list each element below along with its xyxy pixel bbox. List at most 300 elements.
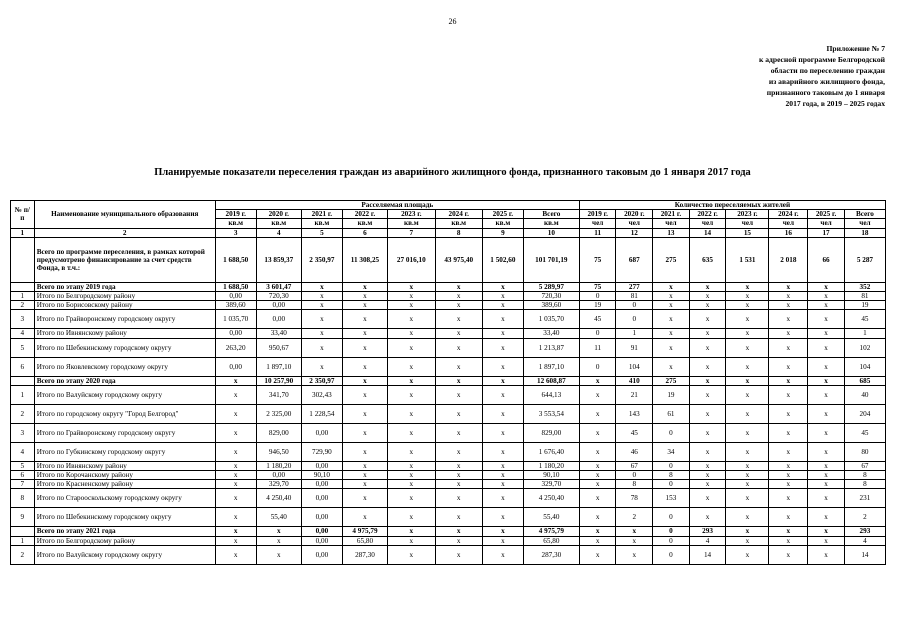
people-cell: 80 [844, 442, 885, 461]
area-cell: х [388, 471, 435, 480]
table-row [11, 357, 886, 376]
people-cell: х [808, 282, 845, 291]
people-cell: х [726, 471, 769, 480]
area-cell: 5 289,97 [523, 282, 579, 291]
area-cell: 0,00 [301, 536, 342, 545]
column-number: 12 [616, 228, 653, 237]
area-cell: 829,00 [523, 423, 579, 442]
people-cell: х [689, 423, 726, 442]
people-cell: х [769, 404, 808, 423]
people-cell: 277 [616, 282, 653, 291]
area-cell: 950,67 [256, 338, 301, 357]
people-cell: 0 [579, 292, 616, 301]
col-num-header: № п/п [11, 201, 35, 229]
people-cell: х [808, 536, 845, 545]
people-cell: х [726, 329, 769, 338]
table-row [11, 282, 886, 291]
area-cell: х [482, 536, 523, 545]
people-cell: х [689, 461, 726, 470]
row-name: Итого по Красненскому району [34, 480, 215, 489]
area-cell: х [482, 282, 523, 291]
people-cell: х [769, 301, 808, 310]
people-cell: х [653, 301, 690, 310]
people-cell: х [616, 545, 653, 564]
area-cell: 720,30 [523, 292, 579, 301]
area-cell: х [435, 310, 482, 329]
unit-header: чел [616, 219, 653, 228]
people-cell: х [689, 404, 726, 423]
area-cell: х [215, 527, 256, 536]
area-cell: х [215, 385, 256, 404]
people-cell: х [769, 489, 808, 508]
people-cell: х [689, 338, 726, 357]
column-number: 11 [579, 228, 616, 237]
column-number: 10 [523, 228, 579, 237]
people-cell: х [616, 536, 653, 545]
column-number: 2 [34, 228, 215, 237]
row-name: Итого по Борисовскому району [34, 301, 215, 310]
area-cell: х [482, 442, 523, 461]
area-cell: 90,10 [523, 471, 579, 480]
area-cell: 302,43 [301, 385, 342, 404]
area-cell: 3 553,54 [523, 404, 579, 423]
area-cell: х [435, 536, 482, 545]
area-cell: х [435, 329, 482, 338]
area-cell: х [482, 301, 523, 310]
column-number: 18 [844, 228, 885, 237]
people-cell: 0 [579, 329, 616, 338]
unit-header: чел [689, 219, 726, 228]
people-cell: х [689, 357, 726, 376]
area-cell: х [482, 385, 523, 404]
area-cell: 3 601,47 [256, 282, 301, 291]
people-cell: х [653, 329, 690, 338]
area-cell: 0,00 [301, 480, 342, 489]
people-cell: х [726, 292, 769, 301]
area-cell: х [482, 376, 523, 385]
people-cell: х [726, 508, 769, 527]
people-cell: х [579, 423, 616, 442]
area-cell: х [301, 301, 342, 310]
people-cell: 19 [844, 301, 885, 310]
area-cell: х [388, 536, 435, 545]
row-number: 2 [11, 301, 35, 310]
row-number: 2 [11, 404, 35, 423]
people-cell: х [769, 461, 808, 470]
people-cell: х [769, 329, 808, 338]
table-row [11, 471, 886, 480]
people-cell: х [726, 489, 769, 508]
table-row [11, 423, 886, 442]
area-cell: х [215, 461, 256, 470]
people-cell: х [808, 376, 845, 385]
table-row [11, 545, 886, 564]
people-cell: х [726, 461, 769, 470]
area-cell: х [342, 385, 387, 404]
people-cell: 104 [844, 357, 885, 376]
row-number: 1 [11, 292, 35, 301]
area-cell: х [388, 508, 435, 527]
people-cell: х [769, 527, 808, 536]
people-cell: 45 [579, 310, 616, 329]
area-cell: 65,80 [523, 536, 579, 545]
row-name: Итого по Белгородскому району [34, 292, 215, 301]
area-cell: 2 350,97 [301, 376, 342, 385]
people-cell: х [769, 471, 808, 480]
area-cell: х [482, 489, 523, 508]
area-cell: 0,00 [301, 423, 342, 442]
area-cell: х [342, 423, 387, 442]
annex-header [690, 43, 885, 110]
people-cell: х [808, 357, 845, 376]
column-number: 14 [689, 228, 726, 237]
people-cell: 635 [689, 237, 726, 282]
year-header: Всего [523, 210, 579, 219]
people-cell: 0 [653, 480, 690, 489]
area-cell: х [435, 489, 482, 508]
people-cell: 2 [616, 508, 653, 527]
area-cell: х [301, 310, 342, 329]
people-cell: 0 [616, 471, 653, 480]
area-cell: 0,00 [256, 471, 301, 480]
area-cell: 287,30 [523, 545, 579, 564]
table-row [11, 536, 886, 545]
people-cell: 75 [579, 282, 616, 291]
area-cell: х [435, 545, 482, 564]
unit-header: кв.м [342, 219, 387, 228]
area-cell: х [435, 357, 482, 376]
people-cell: х [689, 442, 726, 461]
column-number: 4 [256, 228, 301, 237]
people-cell: х [808, 461, 845, 470]
area-cell: 0,00 [301, 461, 342, 470]
people-cell: 2 018 [769, 237, 808, 282]
people-cell: 1 [844, 329, 885, 338]
people-cell: х [689, 301, 726, 310]
people-cell: 11 [579, 338, 616, 357]
area-cell: х [482, 508, 523, 527]
people-cell: 4 [844, 536, 885, 545]
year-header: 2020 г. [256, 210, 301, 219]
people-cell: х [808, 301, 845, 310]
area-cell: х [215, 545, 256, 564]
area-cell: 287,30 [342, 545, 387, 564]
area-cell: х [342, 489, 387, 508]
area-cell: х [215, 508, 256, 527]
people-cell: 2 [844, 508, 885, 527]
area-cell: 1 676,40 [523, 442, 579, 461]
area-cell: х [301, 338, 342, 357]
area-cell: х [388, 442, 435, 461]
area-cell: 43 975,40 [435, 237, 482, 282]
people-cell: х [808, 404, 845, 423]
area-cell: 1 688,50 [215, 282, 256, 291]
area-cell: 27 016,10 [388, 237, 435, 282]
row-number: 3 [11, 310, 35, 329]
people-cell: 8 [844, 480, 885, 489]
people-cell: х [808, 480, 845, 489]
people-cell: х [808, 442, 845, 461]
row-number: 4 [11, 329, 35, 338]
people-cell: 81 [844, 292, 885, 301]
people-cell: х [726, 282, 769, 291]
year-header: 2020 г. [616, 210, 653, 219]
people-cell: х [769, 376, 808, 385]
table-row [11, 237, 886, 282]
area-cell: х [342, 480, 387, 489]
table-row [11, 461, 886, 470]
row-name: Итого по Старооскольскому городскому округу [34, 489, 215, 508]
area-cell: 55,40 [523, 508, 579, 527]
row-number: 6 [11, 471, 35, 480]
area-cell: 1 897,10 [256, 357, 301, 376]
area-cell: 263,20 [215, 338, 256, 357]
people-cell: х [579, 536, 616, 545]
annex-line: Приложение № 7 [826, 44, 885, 53]
people-cell: 78 [616, 489, 653, 508]
people-cell: х [579, 545, 616, 564]
area-cell: 329,70 [256, 480, 301, 489]
area-cell: х [342, 508, 387, 527]
people-cell: 14 [689, 545, 726, 564]
people-cell: х [579, 527, 616, 536]
area-cell: х [215, 480, 256, 489]
row-number [11, 376, 35, 385]
people-cell: х [689, 471, 726, 480]
people-cell: 0 [653, 545, 690, 564]
people-cell: 8 [844, 471, 885, 480]
people-cell: 0 [653, 508, 690, 527]
area-cell: х [388, 357, 435, 376]
unit-header: чел [769, 219, 808, 228]
column-number: 13 [653, 228, 690, 237]
people-cell: х [726, 376, 769, 385]
year-header: 2019 г. [579, 210, 616, 219]
area-cell: х [301, 329, 342, 338]
area-cell: 0,00 [256, 310, 301, 329]
area-cell: х [482, 471, 523, 480]
people-cell: х [726, 442, 769, 461]
area-cell: х [388, 527, 435, 536]
people-cell: 0 [616, 301, 653, 310]
area-cell: 90,10 [301, 471, 342, 480]
people-cell: 67 [616, 461, 653, 470]
area-cell: 1 228,54 [301, 404, 342, 423]
people-cell: 104 [616, 357, 653, 376]
area-cell: 1 897,10 [523, 357, 579, 376]
area-cell: х [215, 404, 256, 423]
people-cell: х [579, 480, 616, 489]
row-number: 1 [11, 536, 35, 545]
area-cell: 0,00 [215, 329, 256, 338]
row-name: Итого по Ивнянскому району [34, 329, 215, 338]
people-cell: х [726, 385, 769, 404]
unit-header: кв.м [215, 219, 256, 228]
year-header: 2022 г. [342, 210, 387, 219]
column-number: 17 [808, 228, 845, 237]
people-cell: х [726, 545, 769, 564]
area-cell: 0,00 [301, 489, 342, 508]
area-cell: 946,50 [256, 442, 301, 461]
area-cell: х [482, 461, 523, 470]
column-number: 5 [301, 228, 342, 237]
area-cell: х [482, 357, 523, 376]
table-row [11, 489, 886, 508]
people-cell: х [808, 338, 845, 357]
area-cell: 1 035,70 [215, 310, 256, 329]
row-name: Всего по этапу 2021 года [34, 527, 215, 536]
area-cell: х [215, 471, 256, 480]
column-number: 1 [11, 228, 35, 237]
table-row [11, 508, 886, 527]
people-cell: 8 [616, 480, 653, 489]
row-number: 6 [11, 357, 35, 376]
area-cell: 0,00 [215, 292, 256, 301]
column-number: 9 [482, 228, 523, 237]
area-cell: х [215, 423, 256, 442]
row-name: Итого по Валуйскому городскому округу [34, 385, 215, 404]
row-number [11, 282, 35, 291]
people-cell: х [769, 310, 808, 329]
area-cell: х [215, 536, 256, 545]
table-row [11, 527, 886, 536]
area-cell: х [435, 527, 482, 536]
area-cell: х [388, 545, 435, 564]
year-header: 2025 г. [808, 210, 845, 219]
row-name: Итого по Грайворонскому городскому округу [34, 310, 215, 329]
people-cell: 75 [579, 237, 616, 282]
area-cell: 55,40 [256, 508, 301, 527]
people-cell: х [808, 329, 845, 338]
area-cell: х [388, 480, 435, 489]
row-name: Всего по программе переселения, в рамках которой предусмотрено финансирование за счет средств Фонда, в т.ч.: [34, 237, 215, 282]
people-cell: х [769, 480, 808, 489]
area-cell: х [342, 461, 387, 470]
row-number [11, 527, 35, 536]
people-cell: х [579, 385, 616, 404]
row-number: 8 [11, 489, 35, 508]
area-cell: х [435, 404, 482, 423]
people-cell: 204 [844, 404, 885, 423]
area-cell: х [301, 292, 342, 301]
area-cell: 12 608,87 [523, 376, 579, 385]
row-name: Итого по Корочанскому району [34, 471, 215, 480]
people-cell: 293 [844, 527, 885, 536]
area-cell: 829,00 [256, 423, 301, 442]
people-cell: 0 [616, 310, 653, 329]
year-header: 2022 г. [689, 210, 726, 219]
area-cell: 4 250,40 [523, 489, 579, 508]
unit-header: чел [653, 219, 690, 228]
column-number: 3 [215, 228, 256, 237]
area-cell: 389,60 [523, 301, 579, 310]
people-cell: х [808, 545, 845, 564]
people-cell: 102 [844, 338, 885, 357]
people-cell: х [808, 423, 845, 442]
people-cell: х [808, 508, 845, 527]
area-cell: х [435, 338, 482, 357]
area-cell: х [482, 480, 523, 489]
area-cell: 0,00 [301, 545, 342, 564]
people-cell: х [579, 489, 616, 508]
area-cell: х [435, 301, 482, 310]
table-row [11, 404, 886, 423]
people-cell: х [579, 404, 616, 423]
people-cell: 0 [653, 527, 690, 536]
area-cell: 729,90 [301, 442, 342, 461]
people-cell: х [579, 376, 616, 385]
area-cell: х [435, 376, 482, 385]
area-cell: х [256, 536, 301, 545]
area-cell: х [482, 329, 523, 338]
people-cell: 5 287 [844, 237, 885, 282]
people-cell: 293 [689, 527, 726, 536]
people-cell: х [653, 357, 690, 376]
area-cell: 1 035,70 [523, 310, 579, 329]
people-cell: 0 [653, 461, 690, 470]
people-cell: х [808, 292, 845, 301]
area-cell: х [482, 545, 523, 564]
unit-header: чел [726, 219, 769, 228]
row-name: Итого по Белгородскому району [34, 536, 215, 545]
people-cell: 275 [653, 376, 690, 385]
area-cell: 2 350,97 [301, 237, 342, 282]
area-cell: х [388, 301, 435, 310]
people-cell: 0 [653, 423, 690, 442]
table-row [11, 301, 886, 310]
people-cell: х [808, 310, 845, 329]
year-header: 2023 г. [388, 210, 435, 219]
people-cell: 67 [844, 461, 885, 470]
people-cell: 8 [653, 471, 690, 480]
area-cell: х [215, 489, 256, 508]
column-number: 7 [388, 228, 435, 237]
area-cell: х [482, 338, 523, 357]
area-cell: х [388, 423, 435, 442]
area-cell: х [256, 527, 301, 536]
area-cell: х [435, 423, 482, 442]
area-cell: 4 975,79 [523, 527, 579, 536]
people-cell: х [769, 292, 808, 301]
people-cell: 66 [808, 237, 845, 282]
row-name: Итого по Шебекинскому городскому округу [34, 508, 215, 527]
area-cell: 329,70 [523, 480, 579, 489]
year-header: 2021 г. [653, 210, 690, 219]
area-cell: 65,80 [342, 536, 387, 545]
area-cell: 13 859,37 [256, 237, 301, 282]
people-group-header: Количество переселяемых жителей [579, 201, 885, 210]
table-row [11, 338, 886, 357]
people-cell: 153 [653, 489, 690, 508]
people-cell: 81 [616, 292, 653, 301]
row-number: 4 [11, 442, 35, 461]
people-cell: 0 [579, 357, 616, 376]
row-number: 7 [11, 480, 35, 489]
area-cell: 33,40 [523, 329, 579, 338]
people-cell: х [689, 282, 726, 291]
area-cell: 2 325,00 [256, 404, 301, 423]
area-cell: 0,00 [215, 357, 256, 376]
unit-header: кв.м [435, 219, 482, 228]
area-cell: 1 180,20 [256, 461, 301, 470]
annex-line: к адресной программе Белгородской [758, 55, 885, 65]
area-cell: х [482, 527, 523, 536]
column-number: 6 [342, 228, 387, 237]
area-cell: 1 688,50 [215, 237, 256, 282]
people-cell: 687 [616, 237, 653, 282]
area-cell: х [435, 442, 482, 461]
unit-header: кв.м [256, 219, 301, 228]
